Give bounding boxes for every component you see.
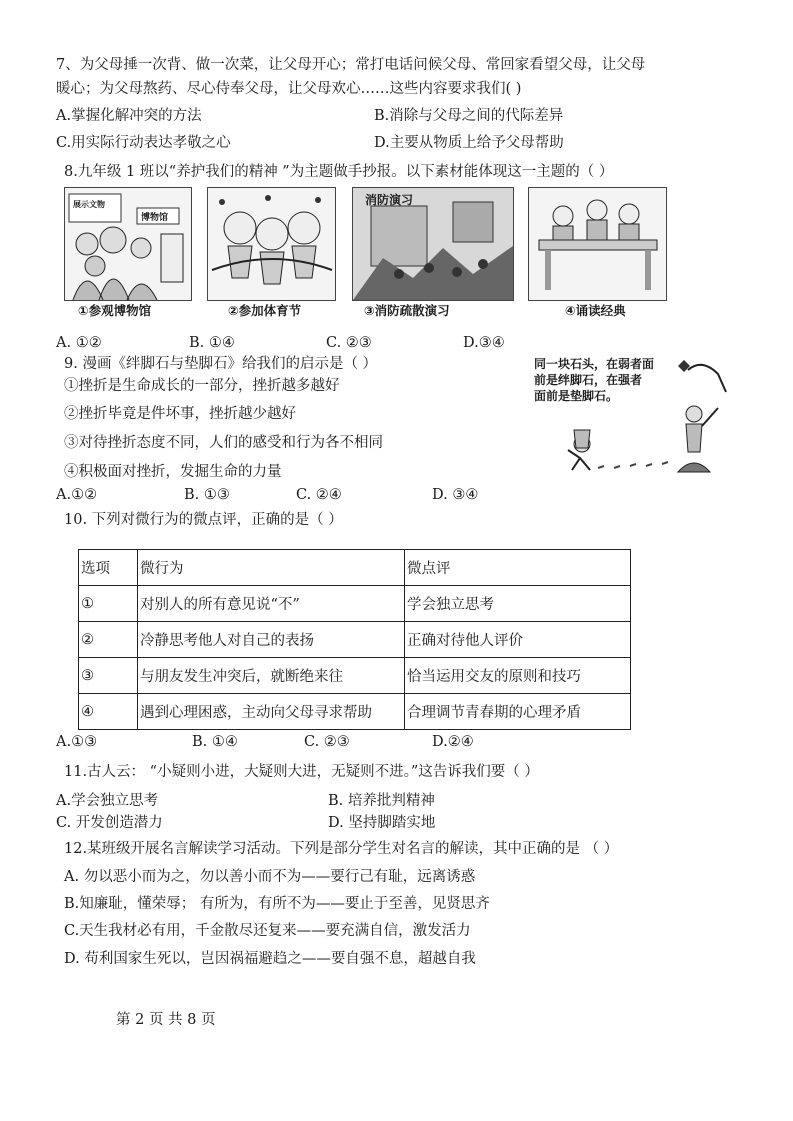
row1-behavior: 对别人的所有意见说“不”: [138, 586, 405, 622]
table-row: [79, 658, 631, 694]
museum-visit-image: [64, 187, 192, 301]
header-comment: 微点评: [405, 550, 631, 586]
q7-stem-line2: 暖心；为父母熬药、尽心侍奉父母，让父母欢心……这些内容要求我们( ): [56, 81, 522, 97]
row3-behavior: 与朋友发生冲突后，就断绝来往: [138, 658, 405, 694]
reading-classics-image: [528, 187, 667, 301]
page-footer: 第 2 页 共 8 页: [116, 1012, 216, 1028]
table-header-row: [79, 550, 631, 586]
comic-caption-line3: 面前是垫脚石。: [534, 389, 619, 403]
q7-option-a: A.掌握化解冲突的方法: [56, 108, 202, 124]
sports-festival-image: [207, 187, 336, 301]
table-row: [79, 622, 631, 658]
q11-option-b: B. 培养批判精神: [328, 793, 435, 809]
q8-option-b: B. ①④: [189, 335, 235, 351]
q11-option-d: D. 坚持脚踏实地: [328, 815, 436, 831]
row2-option: ②: [79, 622, 138, 658]
q8-image3-caption: ③消防疏散演习: [364, 303, 450, 318]
stumbling-stone-comic: [528, 352, 732, 476]
q8-option-c: C. ②③: [326, 335, 372, 351]
row1-option: ①: [79, 586, 138, 622]
row3-comment: 恰当运用交友的原则和技巧: [405, 658, 631, 694]
q7-stem-line1: 7、为父母捶一次背、做一次菜，让父母开心；常打电话问候父母、常回家看望父母，让父母: [56, 57, 646, 73]
q9-option-a: A.①②: [56, 487, 98, 503]
q7-option-c: C.用实际行动表达孝敬之心: [56, 135, 231, 151]
museum-sign-text: 博物馆: [141, 213, 169, 223]
q12-option-d: D. 苟利国家生死以，岂因祸福避趋之——要自强不息，超越自我: [64, 951, 476, 967]
q7-option-b: B.消除与父母之间的代际差异: [374, 108, 564, 124]
q9-option-c: C. ②④: [296, 487, 342, 503]
q10-option-b: B. ①④: [192, 734, 238, 750]
q8-stem: 8.九年级 1 班以“养护我们的精神 ”为主题做手抄报。以下素材能体现这一主题的（ ）: [64, 164, 614, 180]
q11-stem: 11.古人云： “小疑则小进，大疑则大进，无疑则不进。”这告诉我们要（ ）: [64, 764, 539, 780]
row4-behavior: 遇到心理困惑，主动向父母寻求帮助: [138, 694, 405, 730]
header-behavior: 微行为: [138, 550, 405, 586]
q12-option-a: A. 勿以恶小而为之，勿以善小而不为——要行己有耻，远离诱惑: [64, 869, 476, 885]
fire-drill-sign-text: 消防演习: [365, 193, 414, 207]
row2-behavior: 冷静思考他人对自己的表扬: [138, 622, 405, 658]
comic-caption-line1: 同一块石头，在弱者面: [534, 357, 655, 371]
table-row: [79, 694, 631, 730]
micro-behavior-table: [78, 549, 631, 730]
q10-option-d: D.②④: [432, 734, 474, 750]
q9-option-b: B. ①③: [184, 487, 230, 503]
q9-option-d: D. ③④: [432, 487, 479, 503]
table-row: [79, 586, 631, 622]
row1-comment: 学会独立思考: [405, 586, 631, 622]
row4-option: ④: [79, 694, 138, 730]
q11-option-c: C. 开发创造潜力: [56, 815, 163, 831]
q9-item-4: ④积极面对挫折，发掘生命的力量: [64, 464, 282, 480]
q8-image4-caption: ④诵读经典: [565, 303, 626, 318]
q9-item-2: ②挫折毕竟是件坏事，挫折越少越好: [64, 406, 296, 422]
q10-option-c: C. ②③: [304, 734, 350, 750]
fire-drill-image: [352, 187, 514, 301]
q12-stem: 12.某班级开展名言解读学习活动。下列是部分学生对名言的解读，其中正确的是 （ ）: [64, 841, 619, 857]
q8-option-d: D.③④: [463, 335, 505, 351]
q9-item-1: ①挫折是生命成长的一部分，挫折越多越好: [64, 378, 340, 394]
comic-caption-line2: 前是绊脚石，在强者: [534, 373, 643, 387]
q12-option-b: B.知廉耻，懂荣辱； 有所为，有所不为——要止于至善，见贤思齐: [64, 896, 490, 912]
q8-option-a: A. ①②: [56, 335, 102, 351]
q10-stem: 10. 下列对微行为的微点评，正确的是（ ）: [64, 512, 343, 528]
museum-board-text: 展示文物: [73, 200, 105, 209]
q7-option-d: D.主要从物质上给予父母帮助: [374, 135, 564, 151]
row3-option: ③: [79, 658, 138, 694]
row2-comment: 正确对待他人评价: [405, 622, 631, 658]
q9-item-3: ③对待挫折态度不同，人们的感受和行为各不相同: [64, 435, 383, 451]
q11-option-a: A.学会独立思考: [56, 793, 159, 809]
q9-stem: 9. 漫画《绊脚石与垫脚石》给我们的启示是（ ）: [64, 356, 378, 372]
q8-image1-caption: ①参观博物馆: [78, 303, 152, 318]
q10-option-a: A.①③: [56, 734, 98, 750]
q12-option-c: C.天生我材必有用，千金散尽还复来——要充满自信，激发活力: [64, 923, 471, 939]
q8-image2-caption: ②参加体育节: [228, 303, 302, 318]
header-option: 选项: [79, 550, 138, 586]
row4-comment: 合理调节青春期的心理矛盾: [405, 694, 631, 730]
